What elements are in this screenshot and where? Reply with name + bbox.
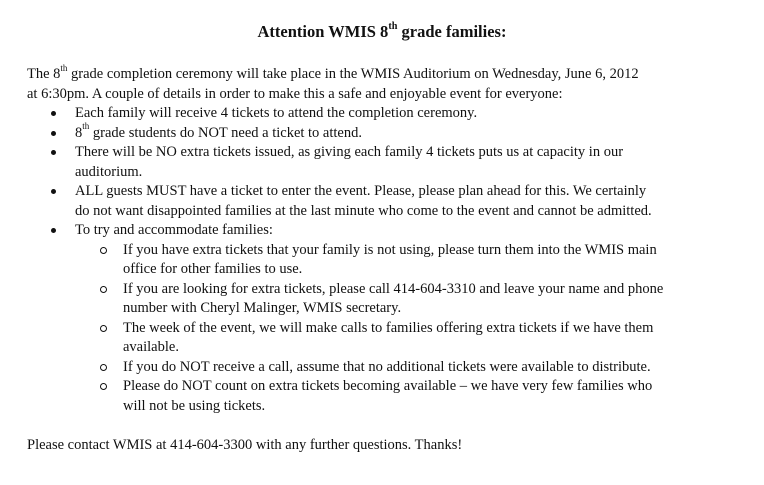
circle-bullet-icon (100, 247, 107, 254)
bullet-text-after: grade students do NOT need a ticket to attend. (89, 124, 362, 141)
bullet-dot-icon (51, 131, 56, 136)
title-text-after: grade families: (397, 22, 507, 41)
sub-text-line-2: office for other families to use. (123, 261, 303, 277)
intro-line-1-after: grade completion ceremony will take place in the WMIS Auditorium on Wednesday, June 6, 2012 (67, 66, 639, 82)
title-superscript: th (388, 20, 398, 32)
bullet-item-students-no-ticket (0, 121, 764, 144)
bullet-text-line-1: ALL guests MUST have a ticket to enter the event. Please, please plan ahead for this. We certainly (75, 183, 647, 199)
bullet-item-no-extra-tickets (0, 143, 764, 182)
sub-bullet-list (75, 241, 764, 417)
page-title (0, 22, 764, 42)
circle-bullet-icon (100, 383, 107, 390)
intro-line-2: at 6:30pm. A couple of details in order to make this a safe and enjoyable event for everyone: (27, 85, 563, 102)
sub-text-line-1: If you are looking for extra tickets, please call 414-604-3310 and leave your name and phone (123, 280, 664, 297)
intro-superscript: th (60, 62, 68, 73)
sub-text-line-1: The week of the event, we will make calls to families offering extra tickets if we have them (123, 319, 654, 336)
sub-item-return-tickets (123, 241, 764, 280)
sub-text-line-2: number with Cheryl Malinger, WMIS secretary. (123, 300, 402, 316)
sub-text-line-2: available. (123, 339, 179, 355)
intro-line-1-before: The 8 (27, 66, 61, 82)
bullet-item-tickets-per-family (0, 104, 764, 124)
bullet-dot-icon (51, 150, 56, 155)
bullet-text-line-2: do not want disappointed families at the last minute who come to the event and cannot be admitted. (75, 202, 652, 219)
bullet-text (75, 121, 764, 144)
bullet-text-line-2: auditorium. (75, 163, 143, 180)
intro-paragraph (27, 62, 752, 104)
bullet-item-guests-need-ticket (0, 182, 764, 221)
sub-item-week-of-event (123, 319, 764, 358)
sub-text: If you do NOT receive a call, assume that no additional tickets were available to distribute. (123, 358, 651, 375)
sub-item-call-for-tickets (123, 280, 764, 319)
bullet-dot-icon (51, 111, 56, 116)
sub-item-no-call (123, 358, 764, 378)
bullet-superscript: th (82, 121, 90, 132)
sub-item-do-not-count (123, 377, 764, 416)
circle-bullet-icon (100, 325, 107, 332)
bullet-text: To try and accommodate families: (75, 222, 273, 238)
bullet-dot-icon (51, 228, 56, 233)
circle-bullet-icon (100, 364, 107, 371)
circle-bullet-icon (100, 286, 107, 293)
bullet-text: Each family will receive 4 tickets to attend the completion ceremony. (75, 105, 478, 121)
contact-footer: Please contact WMIS at 414-604-3300 with any further questions. Thanks! (27, 437, 463, 453)
sub-text-line-2: will not be using tickets. (123, 397, 266, 414)
bullet-dot-icon (51, 189, 56, 194)
bullet-text-line-1: There will be NO extra tickets issued, as giving each family 4 tickets puts us at capacity in our (75, 144, 624, 160)
intro-line-1 (27, 62, 752, 85)
bullet-item-accommodate-families (0, 221, 764, 416)
bullet-list (0, 104, 764, 416)
sub-text-line-1: If you have extra tickets that your family is not using, please turn them into the WMIS main (123, 241, 657, 258)
bullet-text-before: 8 (75, 124, 83, 141)
title-text-before: Attention WMIS 8 (257, 22, 389, 41)
sub-text-line-1: Please do NOT count on extra tickets becoming available – we have very few families who (123, 378, 653, 394)
